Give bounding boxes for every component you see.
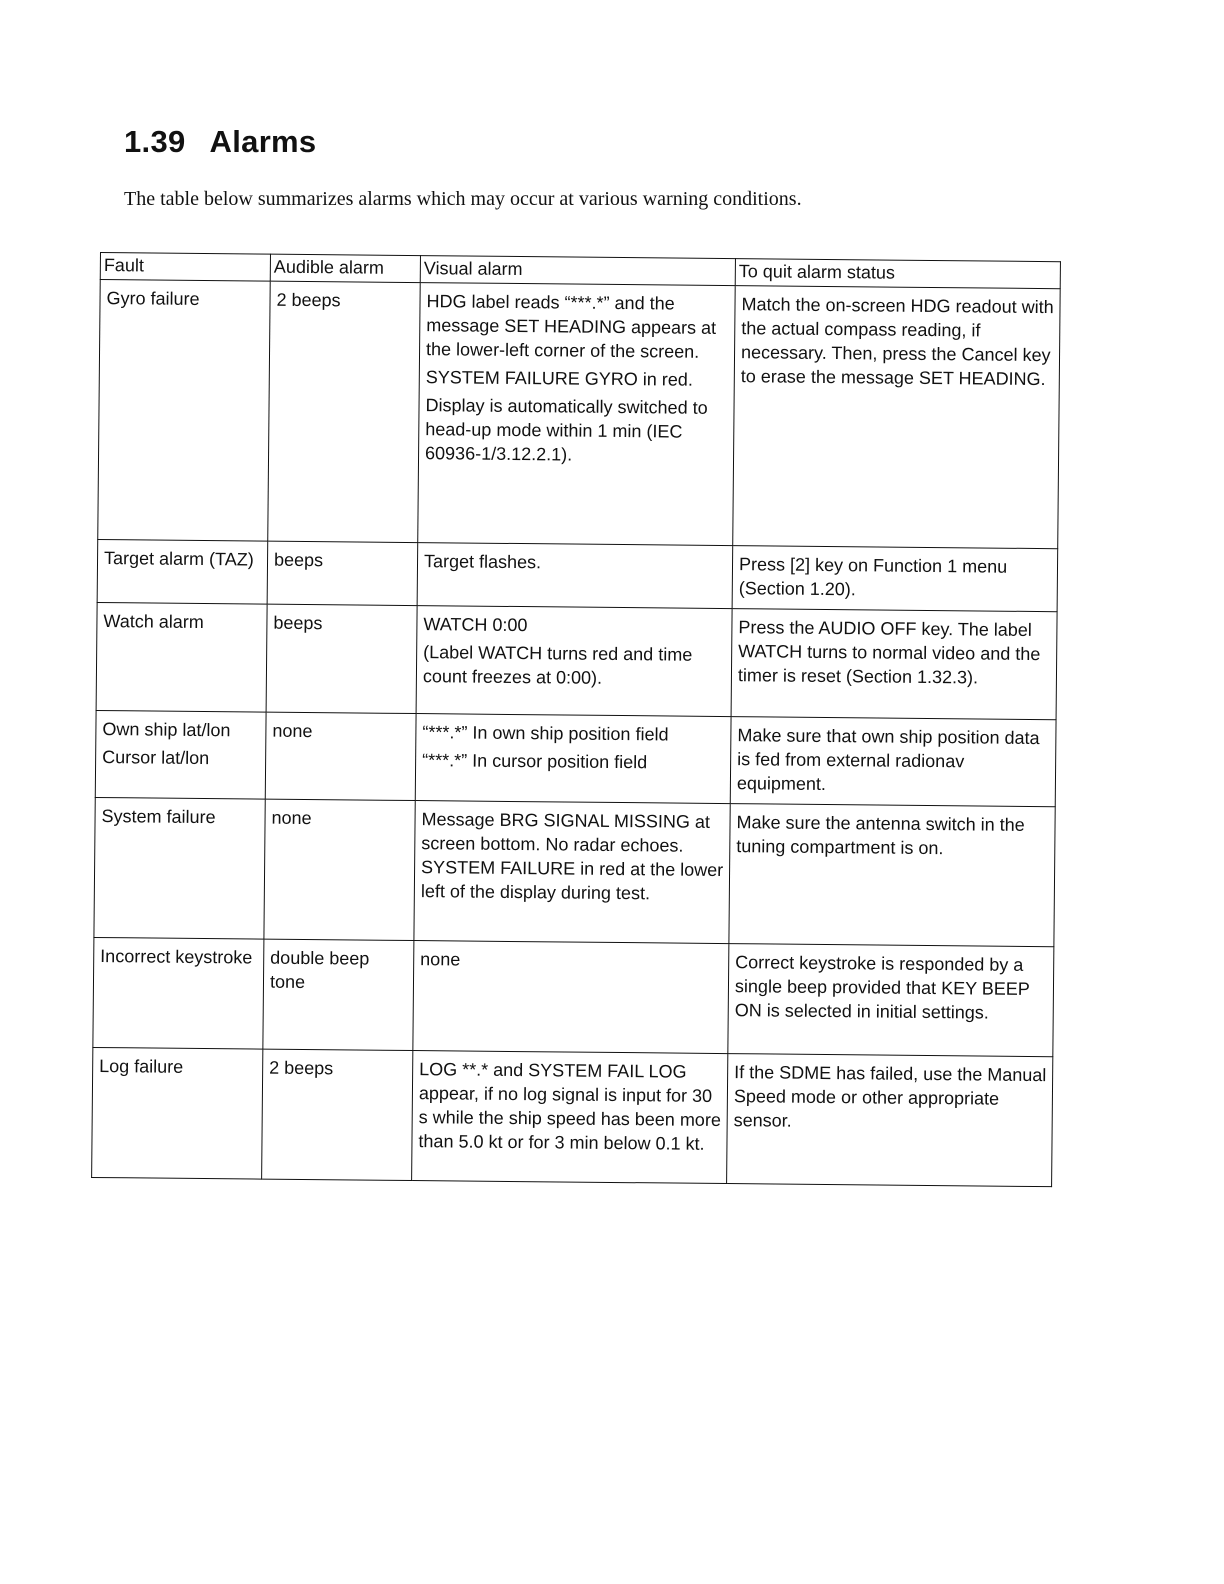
header-quit-alarm-status: To quit alarm status	[735, 259, 1060, 289]
table-row	[93, 937, 1054, 1056]
cell-text: Make sure that own ship position data is fed from external radionav equipment.	[736, 725, 1040, 794]
cell-text: Target flashes.	[423, 551, 542, 573]
cell-text: Display is automatically switched to head-up mode within 1 min (IEC 60936-1/3.12.2.1).	[424, 395, 708, 465]
cell-text: Target alarm (TAZ)	[103, 548, 254, 570]
cell-text: Correct keystroke is responded by a single beep provided that KEY BEEP ON is selected in initial settings.	[734, 952, 1030, 1023]
cell-text: Cursor lat/lon	[102, 747, 210, 769]
table-row	[94, 797, 1055, 946]
cell-text: HDG label reads “***.*” and the message SET HEADING appears at the lower-left corner of the screen.	[425, 291, 717, 362]
section-heading	[124, 124, 316, 160]
intro-paragraph: The table below summarizes alarms which may occur at various warning conditions.	[124, 188, 802, 210]
quit-cell	[729, 804, 1055, 947]
visual-cell	[417, 543, 733, 609]
header-audible-alarm: Audible alarm	[270, 254, 420, 282]
cell-text: Press [2] key on Function 1 menu (Section 1.20).	[738, 554, 1008, 600]
cell-text: Match the on-screen HDG readout with the actual compass reading, if necessary. Then, press the Cancel key to erase the message SET HEADING.	[740, 294, 1054, 390]
visual-cell	[415, 714, 731, 804]
alarms-table	[91, 252, 1061, 1187]
visual-cell	[412, 1051, 728, 1184]
table-row	[95, 710, 1056, 806]
table-row	[96, 602, 1057, 719]
visual-cell	[413, 941, 729, 1054]
table-row	[92, 1047, 1053, 1186]
cell-text: Message BRG SIGNAL MISSING at screen bottom. No radar echoes. SYSTEM FAILURE in red at the lower left of the display during test.	[420, 809, 724, 904]
cell-text: none	[272, 720, 313, 742]
cell-text: WATCH 0:00	[423, 614, 528, 636]
cell-text: 2 beeps	[276, 289, 341, 311]
quit-cell	[731, 609, 1057, 720]
quit-cell	[733, 286, 1060, 549]
cell-text: Incorrect keystroke	[100, 946, 253, 968]
cell-text: beeps	[273, 612, 323, 634]
cell-text: double beep tone	[269, 947, 370, 993]
table-row	[97, 539, 1058, 611]
quit-cell	[732, 546, 1058, 612]
cell-text: beeps	[273, 549, 324, 571]
cell-text: Press the AUDIO OFF key. The label WATCH turns to normal video and the timer is reset (Section 1.32.3).	[737, 617, 1041, 688]
cell-text: Own ship lat/lon	[102, 719, 231, 741]
audible-cell	[265, 712, 416, 800]
header-visual-alarm: Visual alarm	[420, 256, 735, 286]
quit-cell	[727, 1054, 1053, 1187]
cell-text: System failure	[101, 806, 216, 828]
cell-text: SYSTEM FAILURE GYRO in red.	[425, 367, 693, 390]
audible-cell	[262, 1049, 413, 1180]
cell-text: LOG **.* and SYSTEM FAIL LOG appear, if no log signal is input for 30 s while the ship speed has been more than 5.0 kt or for 3 min below 0.1 kt.	[418, 1059, 721, 1154]
quit-cell	[728, 944, 1054, 1057]
fault-cell	[96, 602, 267, 712]
cell-text: Watch alarm	[103, 611, 204, 633]
audible-cell	[266, 604, 417, 713]
table-row	[98, 280, 1060, 549]
audible-cell	[263, 939, 414, 1050]
cell-text: “***.*” In cursor position field	[422, 750, 648, 773]
audible-cell	[264, 799, 415, 940]
cell-text: “***.*” In own ship position field	[422, 722, 669, 745]
cell-text: none	[420, 949, 461, 970]
visual-cell	[416, 606, 732, 717]
cell-text: Gyro failure	[106, 288, 200, 309]
fault-cell	[98, 280, 270, 542]
cell-text: none	[271, 807, 312, 829]
section-title: Alarms	[209, 124, 317, 159]
fault-cell	[95, 710, 266, 799]
section-number: 1.39	[124, 124, 186, 159]
audible-cell	[268, 281, 420, 542]
fault-cell	[92, 1047, 263, 1179]
fault-cell	[97, 539, 268, 604]
cell-text: Log failure	[99, 1056, 184, 1077]
visual-cell	[418, 283, 735, 546]
quit-cell	[730, 717, 1056, 807]
fault-cell	[93, 937, 264, 1049]
cell-text: (Label WATCH turns red and time count freezes at 0:00).	[422, 642, 693, 688]
cell-text: If the SDME has failed, use the Manual Speed mode or other appropriate sensor.	[733, 1062, 1047, 1131]
fault-cell	[94, 797, 265, 939]
cell-text: 2 beeps	[269, 1057, 334, 1079]
audible-cell	[267, 541, 418, 605]
cell-text: Make sure the antenna switch in the tuning compartment is on.	[736, 812, 1025, 859]
visual-cell	[414, 801, 730, 944]
header-fault: Fault	[100, 253, 270, 282]
